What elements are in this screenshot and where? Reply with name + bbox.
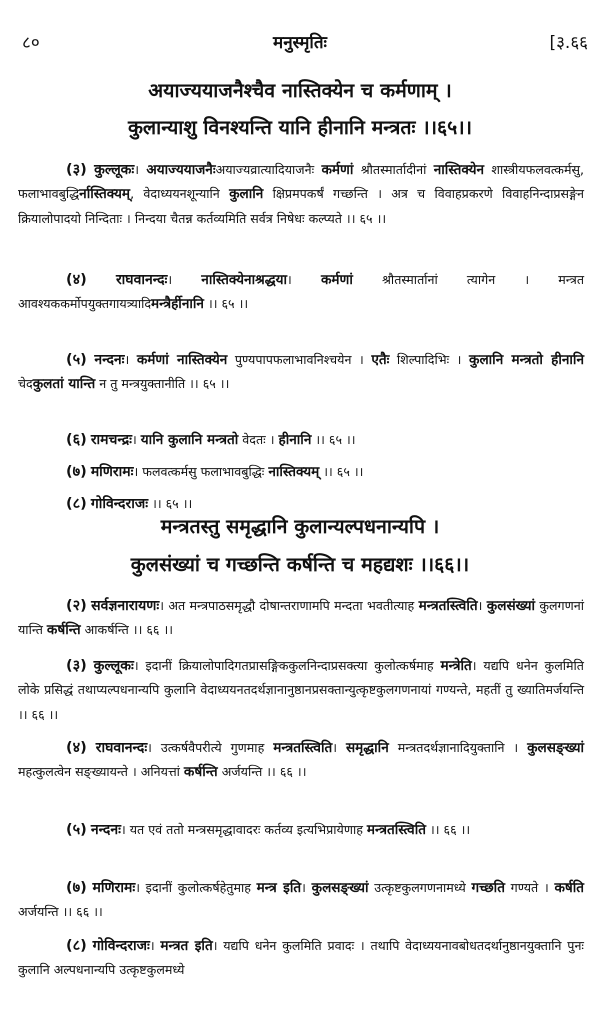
lemma-text: कुलसंख्यां xyxy=(486,598,535,614)
entry-number: (३) xyxy=(66,162,87,178)
gloss-text: अयाज्यव्रात्यादियाजनैः xyxy=(215,162,322,177)
lemma-text: गच्छति xyxy=(471,880,505,896)
commentary-block-65 xyxy=(18,158,584,524)
entry-number: (८) xyxy=(66,496,87,512)
gloss-text: आकर्षन्ति ।। ६६ ।। xyxy=(80,622,173,638)
lemma-text: कुलसङ्ख्यां xyxy=(527,740,584,756)
gloss-text: । फलवत्कर्मसु फलाभावबुद्धिः xyxy=(133,464,269,479)
gloss-text: उत्कृष्टकुलगणनामध्ये xyxy=(368,880,472,895)
lemma-text: नास्तिक्येनाश्रद्धया xyxy=(201,272,288,288)
gloss-text: ।। ६६ ।। xyxy=(425,822,471,837)
lemma-text: मन्त्र इति xyxy=(256,880,302,896)
lemma-text: कर्षन्ति xyxy=(46,622,81,639)
entry-number: (५) xyxy=(66,352,87,368)
gloss-text: कुलगणनां यान्ति xyxy=(18,598,584,638)
gloss-text: । xyxy=(124,352,137,367)
gloss-text: अर्जयन्ति ।। ६६ ।। xyxy=(18,904,103,920)
gloss-text: । xyxy=(332,740,346,755)
gloss-text: वेदतः । xyxy=(238,432,279,447)
gloss-text: शिल्पादिभिः । xyxy=(389,352,469,367)
gloss-text: । xyxy=(132,432,141,447)
commentary-entry xyxy=(18,876,584,934)
lemma-text: कुलतां यान्ति xyxy=(32,376,96,393)
commentator-name: सर्वज्ञनारायणः xyxy=(91,598,160,614)
commentary-entry xyxy=(18,460,584,492)
commentator-name: मणिरामः xyxy=(90,464,134,480)
lemma-text: नास्तिक्यम् xyxy=(268,464,320,480)
commentary-entry xyxy=(18,428,584,460)
lemma-text: कर्मणां xyxy=(321,162,354,178)
gloss-text: श्रौतस्मार्तादीनां xyxy=(353,162,434,177)
lemma-text: मन्त्रतस्त्विति xyxy=(273,740,333,756)
lemma-text: कुलानि मन्त्रतो हीनानि xyxy=(469,352,584,368)
commentary-entry xyxy=(18,736,584,818)
gloss-text: । xyxy=(301,880,312,895)
commentator-name: कुल्लूकः xyxy=(94,162,135,178)
lemma-text: समृद्धानि xyxy=(345,740,389,756)
commentator-name: नन्दनः xyxy=(90,822,121,838)
lemma-text: कर्षति xyxy=(554,880,585,896)
gloss-text: । xyxy=(134,162,147,177)
lemma-text: कुलसङ्ख्यां xyxy=(311,880,369,896)
lemma-text: कुलानि xyxy=(229,186,264,203)
gloss-text: शास्त्रीयफलवत्कर्मसु, फलाभावबुद्धि xyxy=(18,162,584,202)
commentary-entry xyxy=(18,158,584,268)
gloss-text: , वेदाध्ययनशून्यानि xyxy=(130,186,230,202)
gloss-text: ।। ६५ ।। xyxy=(203,296,249,312)
gloss-text: । इदानीं क्रियालोपादिगतप्रासङ्गिककुलनिन्दाप्रसक्त्या कुलोत्कर्षमाह xyxy=(133,658,441,673)
lemma-text: एतैः xyxy=(371,352,390,368)
gloss-text: न तु मन्त्रयुक्तानीति ।। ६५ ।। xyxy=(95,376,230,392)
verse-65-line-1: अयाज्ययाजनैश्चैव नास्तिक्येन च कर्मणाम् । xyxy=(148,79,452,102)
gloss-text: श्रौतस्मार्तानां त्यागेन । मन्त्रत आवश्यककर्मोपयुक्तगायत्र्यादि xyxy=(18,272,585,312)
gloss-text: ।। ६५ ।। xyxy=(148,496,193,511)
lemma-text: मन्त्रतस्त्विति xyxy=(366,822,426,838)
gloss-text: क्षिप्रमपकर्षं गच्छन्ति । अत्र च विवाहप्रकरणे विवाहनिन्दाप्रसङ्गेन क्रियालोपादयो निन्दिताः । निन्दया चैतन्न कर्तव्यमिति सर्वत्र निषेधः कल्प्यते ।। ६५ ।। xyxy=(18,186,585,226)
commentary-entry xyxy=(18,594,584,654)
lemma-text: नास्तिक्येन xyxy=(433,162,485,178)
verse-66-line-1: मन्त्रतस्तु समृद्धानि कुलान्यल्पधनान्यपि । xyxy=(160,515,440,538)
commentary-entry xyxy=(18,348,584,428)
gloss-text: पुण्यपापफलाभावनिश्चयेन । xyxy=(227,352,372,367)
verse-66-line-2: कुलसंख्यां च गच्छन्ति कर्षन्ति च महद्यशः ।।६६।। xyxy=(130,553,470,576)
commentator-name: राघवानन्दः xyxy=(95,740,148,756)
gloss-text: । इदानीं कुलोत्कर्षहेतुमाह xyxy=(135,880,257,895)
commentator-name: कुल्लूकः xyxy=(93,658,134,674)
gloss-text: । xyxy=(287,272,321,287)
gloss-text: । उत्कर्षवैपरीत्ये गुणमाह xyxy=(147,740,274,755)
entry-number: (३) xyxy=(66,658,87,674)
commentator-name: गोविन्दराजः xyxy=(92,938,150,954)
gloss-text: गण्यते । xyxy=(504,880,555,895)
commentary-entry xyxy=(18,934,584,994)
gloss-text: ।। ६५ ।। xyxy=(319,464,364,479)
entry-number: (२) xyxy=(66,598,87,614)
entry-number: (८) xyxy=(66,938,87,954)
lemma-text: मन्त्रतस्त्विति xyxy=(418,598,478,614)
gloss-text: । यद्यपि धनेन कुलमिति प्रवादः । तथापि वेदाध्ययनावबोधतदर्थानुष्ठानयुक्तानि पुनः कुलानि अल्पधनान्यपि उत्कृष्टकुलमध्ये xyxy=(18,938,584,978)
commentator-name: नन्दनः xyxy=(94,352,125,368)
verse-65-line-2: कुलान्याशु विनश्यन्ति यानि हीनानि मन्त्रतः ।।६५।। xyxy=(127,116,473,139)
gloss-text: चेद xyxy=(18,376,33,392)
entry-number: (४) xyxy=(66,740,87,756)
gloss-text: महत्कुलत्वेन सङ्ख्यायन्ते । अनियत्तां xyxy=(18,764,184,780)
gloss-text: । यद्यपि धनेन कुलमिति लोके प्रसिद्धं तथाप्यल्पधनान्यपि कुलानि वेदाध्ययनतदर्थज्ञानानुष्ठानप्रसक्तान्युत्कृष्टकुलगणनायां गण्यन्ते, महतीं तु ख्यातिमर्जयन्ति ।। ६६ ।। xyxy=(18,658,584,722)
page-number: ८० xyxy=(22,33,40,53)
gloss-text: । यत एवं ततो मन्त्रसमृद्धावादरः कर्तव्य इत्यभिप्रायेणाह xyxy=(120,822,367,837)
gloss-text: । अत मन्त्रपाठसमृद्धौ दोषान्तराणामपि मन्दता भवतीत्याह xyxy=(159,598,419,613)
verse-reference: [३.६६ xyxy=(549,33,588,53)
lemma-text: मन्त्रैर्हीनानि xyxy=(151,296,204,313)
gloss-text: अर्जयन्ति ।। ६६ ।। xyxy=(217,764,307,780)
lemma-text: कर्मणां नास्तिक्येन xyxy=(136,352,228,368)
entry-number: (४) xyxy=(66,272,87,288)
commentator-name: राघवानन्दः xyxy=(115,272,168,288)
running-title: मनुस्मृतिः xyxy=(273,33,327,53)
commentator-name: रामचन्द्रः xyxy=(90,432,133,448)
lemma-text: मन्त्रत इति xyxy=(160,938,213,954)
lemma-text: कर्मणां xyxy=(320,272,353,288)
commentary-block-66 xyxy=(18,594,584,994)
lemma-text: मन्त्रेति xyxy=(440,658,472,674)
entry-number: (७) xyxy=(66,464,87,480)
gloss-text: । xyxy=(477,598,487,613)
gloss-text: । xyxy=(149,938,161,953)
lemma-text: र्नास्तिक्यम् xyxy=(79,186,131,203)
lemma-text: कर्षन्ति xyxy=(183,764,218,781)
commentator-name: गोविन्दराजः xyxy=(90,496,149,512)
entry-number: (५) xyxy=(66,822,87,838)
gloss-text: ।। ६५ ।। xyxy=(311,432,356,447)
gloss-text: । xyxy=(167,272,202,287)
commentator-name: मणिरामः xyxy=(92,880,136,896)
commentary-entry xyxy=(18,654,584,736)
commentary-entry xyxy=(18,818,584,876)
lemma-text: अयाज्ययाजनैः xyxy=(146,162,216,178)
lemma-text: हीनानि xyxy=(278,432,312,448)
lemma-text: यानि कुलानि मन्त्रतो xyxy=(140,432,239,448)
entry-number: (७) xyxy=(66,880,87,896)
commentary-entry xyxy=(18,268,584,348)
gloss-text: मन्त्रतदर्थज्ञानादियुक्तानि । xyxy=(388,740,528,755)
entry-number: (६) xyxy=(66,432,87,448)
